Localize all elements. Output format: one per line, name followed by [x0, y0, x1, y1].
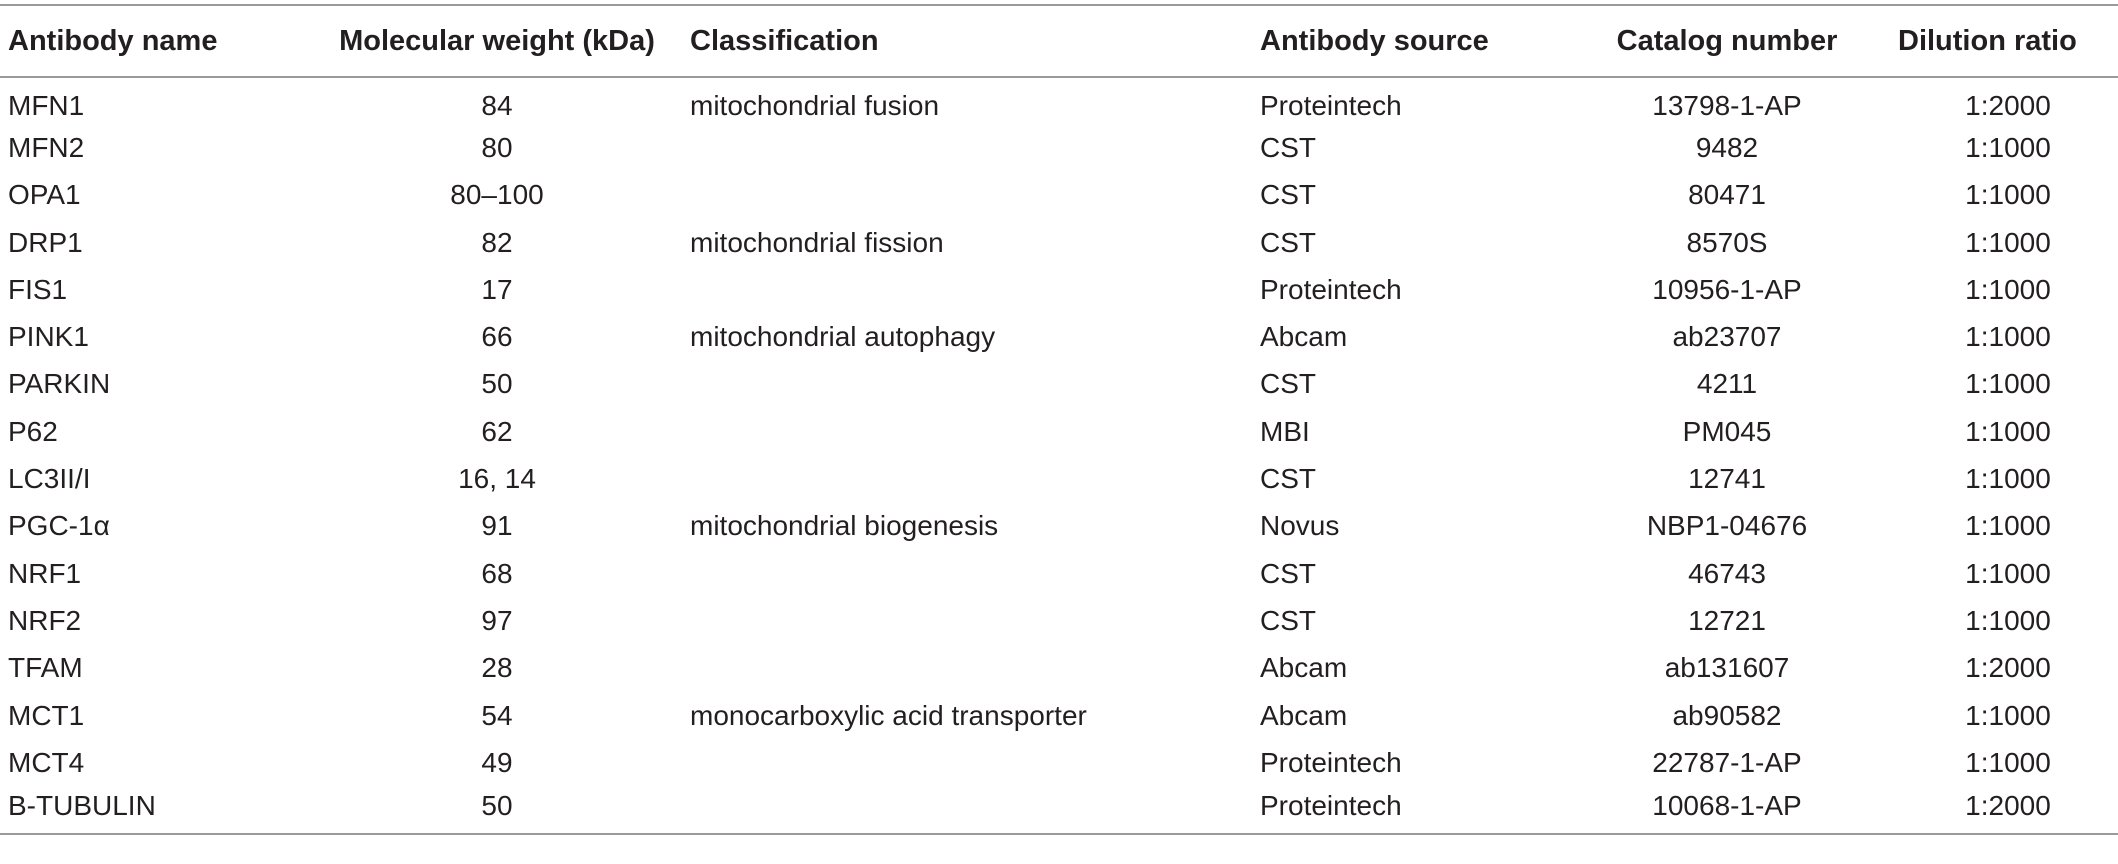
- table-row: [0, 786, 2118, 833]
- cell-antibody-source: Abcam: [1260, 652, 1348, 684]
- table-row: [0, 503, 2118, 550]
- cell-antibody-source: MBI: [1260, 415, 1310, 447]
- cell-antibody-name: P62: [8, 415, 58, 447]
- cell-catalog-number: 13798-1-AP: [1652, 90, 1802, 122]
- cell-molecular-weight: 50: [481, 368, 513, 400]
- cell-antibody-source: Proteintech: [1260, 90, 1402, 122]
- cell-antibody-name: MCT1: [8, 699, 85, 731]
- cell-molecular-weight: 80: [481, 131, 513, 163]
- cell-antibody-source: CST: [1260, 131, 1316, 163]
- table-row: [0, 266, 2118, 313]
- cell-classification: [682, 645, 1252, 692]
- cell-dilution-ratio: 1:1000: [1965, 131, 2051, 163]
- cell-molecular-weight: 54: [481, 699, 513, 731]
- header-dilution-ratio: Dilution ratio: [1898, 5, 2118, 77]
- cell-molecular-weight: 16, 14: [458, 463, 536, 495]
- cell-molecular-weight: 97: [481, 604, 513, 636]
- cell-dilution-ratio: 1:2000: [1898, 786, 2118, 833]
- table-header: [0, 5, 2118, 77]
- cell-catalog-number: ab131607: [1664, 652, 1790, 684]
- header-molecular-weight: Molecular weight (kDa): [312, 5, 682, 77]
- cell-molecular-weight: 84: [481, 90, 513, 122]
- cell-dilution-ratio: 1:1000: [1965, 368, 2051, 400]
- antibody-table: [0, 4, 2118, 835]
- table-row: [0, 597, 2118, 644]
- table-row: [0, 739, 2118, 786]
- header-row: [0, 5, 2118, 77]
- cell-classification: mitochondrial fusion: [690, 90, 940, 122]
- cell-catalog-number: ab23707: [1672, 321, 1782, 353]
- cell-dilution-ratio: 1:1000: [1965, 746, 2051, 778]
- cell-classification: mitochondrial biogenesis: [690, 510, 999, 542]
- cell-dilution-ratio: 1:1000: [1965, 415, 2051, 447]
- cell-dilution-ratio: 1:1000: [1965, 510, 2051, 542]
- cell-antibody-source: Proteintech: [1260, 746, 1402, 778]
- cell-dilution-ratio: 1:1000: [1965, 179, 2051, 211]
- cell-antibody-name: NRF2: [8, 604, 82, 636]
- cell-catalog-number: 22787-1-AP: [1652, 746, 1802, 778]
- cell-catalog-number: 80471: [1688, 179, 1766, 211]
- cell-antibody-name: MCT4: [8, 746, 85, 778]
- table-row: [0, 645, 2118, 692]
- cell-catalog-number: 8570S: [1686, 226, 1768, 258]
- cell-catalog-number: 10068-1-AP: [1556, 786, 1898, 833]
- cell-classification: monocarboxylic acid transporter: [690, 699, 1087, 731]
- table-row: [0, 219, 2118, 266]
- table-body: [0, 77, 2118, 834]
- cell-dilution-ratio: 1:2000: [1965, 652, 2051, 684]
- cell-antibody-name: LC3II/I: [8, 463, 91, 495]
- cell-antibody-name: PINK1: [8, 321, 89, 353]
- table-row: [0, 313, 2118, 360]
- cell-dilution-ratio: 1:1000: [1965, 321, 2051, 353]
- cell-dilution-ratio: 1:1000: [1965, 226, 2051, 258]
- cell-molecular-weight: 91: [481, 510, 513, 542]
- cell-antibody-source: CST: [1260, 463, 1316, 495]
- cell-antibody-name: FIS1: [8, 273, 68, 305]
- cell-antibody-source: CST: [1260, 368, 1316, 400]
- cell-antibody-name: TFAM: [8, 652, 83, 684]
- cell-catalog-number: NBP1-04676: [1646, 510, 1808, 542]
- cell-antibody-name: MFN1: [8, 90, 85, 122]
- table-row: [0, 77, 2118, 124]
- table-row: [0, 455, 2118, 502]
- cell-catalog-number: 12721: [1688, 604, 1766, 636]
- table-row: [0, 361, 2118, 408]
- cell-antibody-source: CST: [1260, 604, 1316, 636]
- cell-catalog-number: 46743: [1688, 557, 1766, 589]
- cell-antibody-name: B-TUBULIN: [0, 786, 312, 833]
- cell-molecular-weight: 17: [481, 273, 513, 305]
- cell-molecular-weight: 80–100: [450, 179, 544, 211]
- cell-dilution-ratio: 1:1000: [1965, 273, 2051, 305]
- cell-classification: [682, 361, 1252, 408]
- cell-molecular-weight: 62: [481, 415, 513, 447]
- cell-antibody-name: MFN2: [8, 131, 85, 163]
- header-antibody-name: Antibody name: [0, 5, 312, 77]
- cell-molecular-weight: 28: [481, 652, 513, 684]
- cell-catalog-number: 4211: [1696, 368, 1758, 400]
- cell-classification: [682, 597, 1252, 644]
- cell-catalog-number: ab90582: [1672, 699, 1782, 731]
- cell-antibody-source: Proteintech: [1252, 786, 1556, 833]
- cell-antibody-name: NRF1: [8, 557, 82, 589]
- cell-catalog-number: 9482: [1695, 131, 1759, 163]
- cell-antibody-source: CST: [1260, 226, 1316, 258]
- cell-dilution-ratio: 1:1000: [1965, 463, 2051, 495]
- cell-catalog-number: 12741: [1688, 463, 1766, 495]
- cell-molecular-weight: 50: [312, 786, 682, 833]
- cell-antibody-source: Novus: [1260, 510, 1340, 542]
- cell-dilution-ratio: 1:1000: [1965, 604, 2051, 636]
- cell-catalog-number: 10956-1-AP: [1652, 273, 1802, 305]
- cell-molecular-weight: 82: [481, 226, 513, 258]
- cell-antibody-source: Abcam: [1260, 321, 1348, 353]
- header-antibody-source: Antibody source: [1252, 5, 1556, 77]
- cell-antibody-name: PARKIN: [8, 368, 111, 400]
- cell-molecular-weight: 49: [481, 746, 513, 778]
- cell-classification: [682, 739, 1252, 786]
- cell-classification: [682, 550, 1252, 597]
- cell-antibody-source: Proteintech: [1260, 273, 1402, 305]
- cell-classification: [682, 786, 1252, 833]
- cell-classification: [682, 408, 1252, 455]
- cell-dilution-ratio: 1:2000: [1965, 90, 2051, 122]
- table-row: [0, 550, 2118, 597]
- cell-classification: [682, 172, 1252, 219]
- cell-antibody-source: CST: [1260, 179, 1316, 211]
- table-row: [0, 408, 2118, 455]
- cell-dilution-ratio: 1:1000: [1965, 699, 2051, 731]
- cell-molecular-weight: 68: [481, 557, 513, 589]
- cell-classification: [682, 455, 1252, 502]
- cell-antibody-name: DRP1: [8, 226, 83, 258]
- cell-classification: [682, 124, 1252, 171]
- cell-classification: mitochondrial fission: [690, 226, 944, 258]
- cell-classification: mitochondrial autophagy: [690, 321, 996, 353]
- cell-catalog-number: PM045: [1682, 415, 1772, 447]
- cell-molecular-weight: 66: [481, 321, 513, 353]
- table-row: [0, 172, 2118, 219]
- cell-antibody-name: OPA1: [8, 179, 81, 211]
- header-classification: Classification: [682, 5, 1252, 77]
- cell-dilution-ratio: 1:1000: [1965, 557, 2051, 589]
- cell-antibody-source: Abcam: [1260, 699, 1348, 731]
- cell-antibody-source: CST: [1260, 557, 1316, 589]
- table-row: [0, 124, 2118, 171]
- table-row: [0, 692, 2118, 739]
- cell-antibody-name: PGC-1α: [8, 510, 110, 542]
- header-catalog-number: Catalog number: [1556, 5, 1898, 77]
- cell-classification: [682, 266, 1252, 313]
